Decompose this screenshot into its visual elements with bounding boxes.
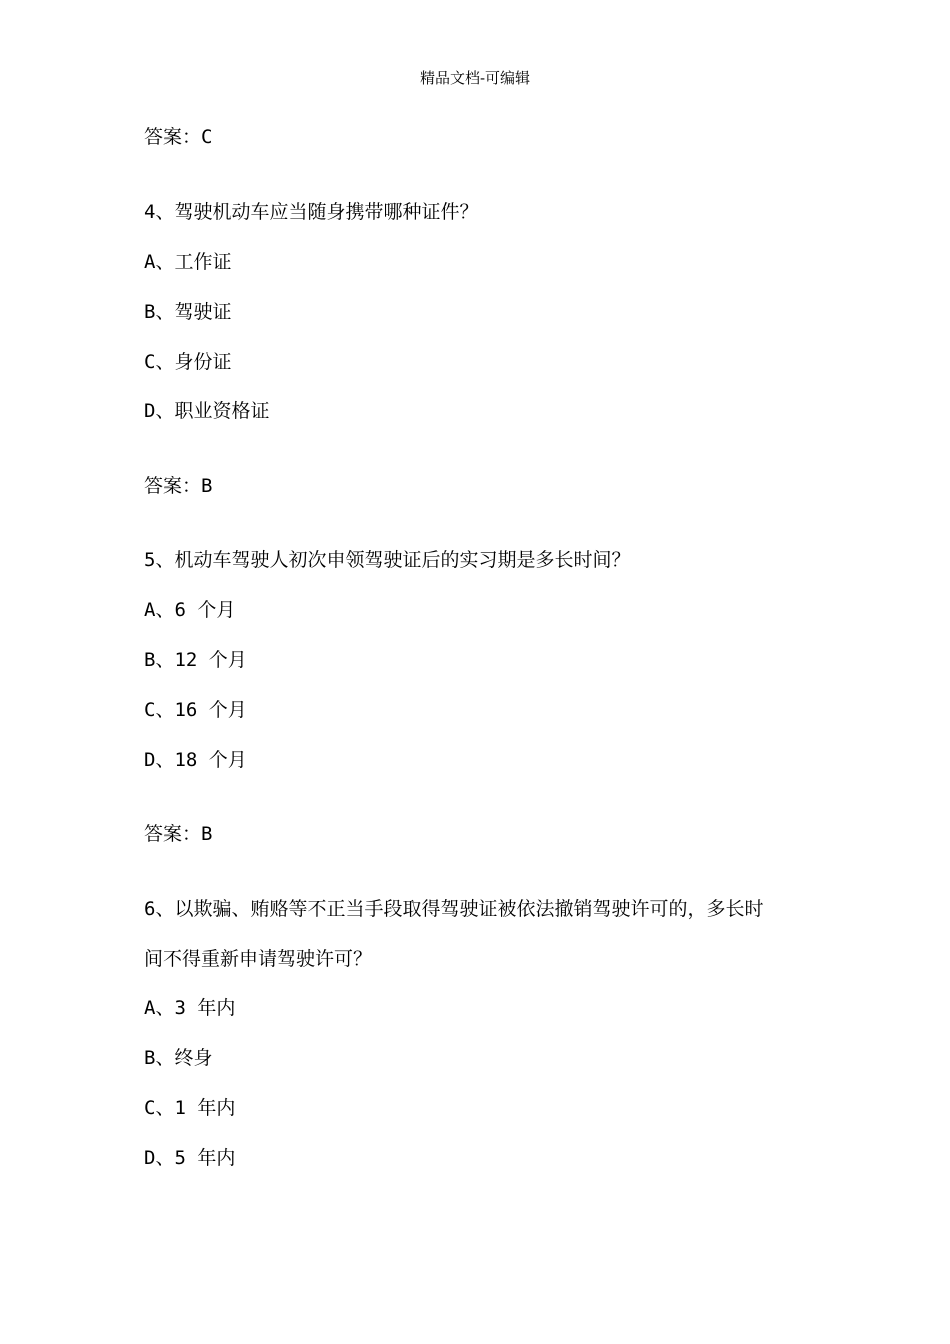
answer-line: 答案：C <box>144 126 213 148</box>
question-5-option-d: D、18 个月 <box>144 749 247 771</box>
question-4-answer: 答案：B <box>144 475 213 497</box>
question-4-option-d: D、职业资格证 <box>144 400 270 422</box>
question-5-answer: 答案：B <box>144 823 213 845</box>
question-6-option-b: B、终身 <box>144 1047 213 1069</box>
question-6-option-a: A、3 年内 <box>144 997 236 1019</box>
question-5-option-b: B、12 个月 <box>144 649 247 671</box>
question-4-option-b: B、驾驶证 <box>144 301 232 323</box>
page-header: 精品文档-可编辑 <box>419 69 531 87</box>
question-4-option-c: C、身份证 <box>144 351 232 373</box>
question-6-stem-line-2: 间不得重新申请驾驶许可？ <box>144 948 373 970</box>
question-5-option-a: A、6 个月 <box>144 599 236 621</box>
question-5-stem: 5、机动车驾驶人初次申领驾驶证后的实习期是多长时间？ <box>144 549 631 571</box>
question-4-option-a: A、工作证 <box>144 251 232 273</box>
question-4-stem: 4、驾驶机动车应当随身携带哪种证件？ <box>144 201 479 223</box>
question-5-option-c: C、16 个月 <box>144 699 247 721</box>
question-6-stem-line-1: 6、以欺骗、贿赂等不正当手段取得驾驶证被依法撤销驾驶许可的，多长时 <box>144 898 764 920</box>
question-6-option-c: C、1 年内 <box>144 1097 236 1119</box>
question-6-option-d: D、5 年内 <box>144 1147 236 1169</box>
